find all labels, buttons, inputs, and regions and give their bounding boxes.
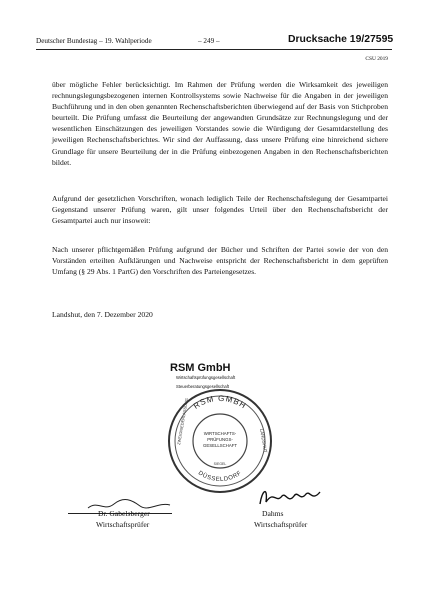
paragraph-1: über mögliche Fehler berücksichtigt. Im Rahmen der Prüfung werden die Wirksamkeit des jeweiligen rechnungslegungsbezogenen internen Kontrollsystems sowie Nachweise für die Angaben in der jeweiligen Buchführung und in den oben genannten Rechenschaftsberichten überwiegend auf der Basis von Stichproben beurteilt. Die Prüfung umfasst die Beurteilung der angewandten Grundsätze zur Rechnungslegung und der wesentlichen Einschätzungen des jeweiligen Vorstandes sowie die Würdigung der Gesamtdarstellung des jeweiligen Rechenschaftsberichtes. Wir sind der Auffassung, dass unsere Prüfung eine hinreichend sichere Grundlage für unsere Beurteilung der in die Prüfung einbezogenen Angaben in den Rechenschaftsberichten bildet. xyxy=(52,80,388,167)
paragraph-3: Nach unserer pflichtgemäßen Prüfung aufgrund der Bücher und Schriften der Partei sowie der von den Vorständen erteilten Aufklärungen und Nachweise entspricht der Rechenschaftsbericht in dem geprüften Umfang (§ 29 Abs. 1 PartG) den Vorschriften des Parteiengesetzes. xyxy=(52,245,388,277)
doc-prefix: Drucksache 19/ xyxy=(288,34,365,45)
page-number: – 249 – xyxy=(198,37,220,45)
stamp-line-2: Steuerberatungsgesellschaft xyxy=(176,384,230,389)
paragraph-2: Aufgrund der gesetzlichen Vorschriften, wonach lediglich Teile der Rechenschaftslegung der Gesamtpartei Gegenstand unserer Prüfung waren, gilt unser folgendes Urteil über den Rechenschaftsbericht der Gesamtpartei auch nur insoweit: xyxy=(52,194,388,226)
signatory-2-name: Dahms xyxy=(262,509,284,518)
signatory-1-name: Dr. Gabelsberger xyxy=(98,509,150,518)
company-seal xyxy=(164,385,276,497)
seal-small-text: SIEGEL xyxy=(213,462,227,466)
svg-text:RSM GMBH xyxy=(192,394,248,411)
stamp-line-1: Wirtschaftsprüfungsgesellschaft xyxy=(176,375,236,380)
signatory-1-title: Wirtschaftsprüfer xyxy=(96,520,150,529)
party-code: CSU 2019 xyxy=(365,56,388,62)
svg-text:DÜSSELDORF xyxy=(197,470,243,483)
signatory-2-title: Wirtschaftsprüfer xyxy=(254,520,308,529)
place-date: Landshut, den 7. Dezember 2020 xyxy=(52,310,153,319)
seal-inner-1: WIRTSCHAFTS- xyxy=(203,431,237,436)
doc-number: 27595 xyxy=(364,34,394,45)
seal-inner-3: GESELLSCHAFT xyxy=(203,443,237,448)
header-rule xyxy=(36,49,392,50)
seal-left-text: ZWEIGNIEDERLASSUNG xyxy=(176,397,190,446)
seal-right-text: LANDSHUT xyxy=(259,428,269,454)
stamp-company: RSM GmbH xyxy=(170,362,231,374)
seal-bottom-text: DÜSSELDORF xyxy=(196,470,244,484)
signature-right xyxy=(254,482,324,510)
document-number xyxy=(288,34,393,45)
header-left: Deutscher Bundestag – 19. Wahlperiode xyxy=(36,37,152,45)
seal-inner-2: PRÜFUNGS- xyxy=(207,437,233,442)
seal-top-text: RSM GMBH xyxy=(191,393,249,411)
